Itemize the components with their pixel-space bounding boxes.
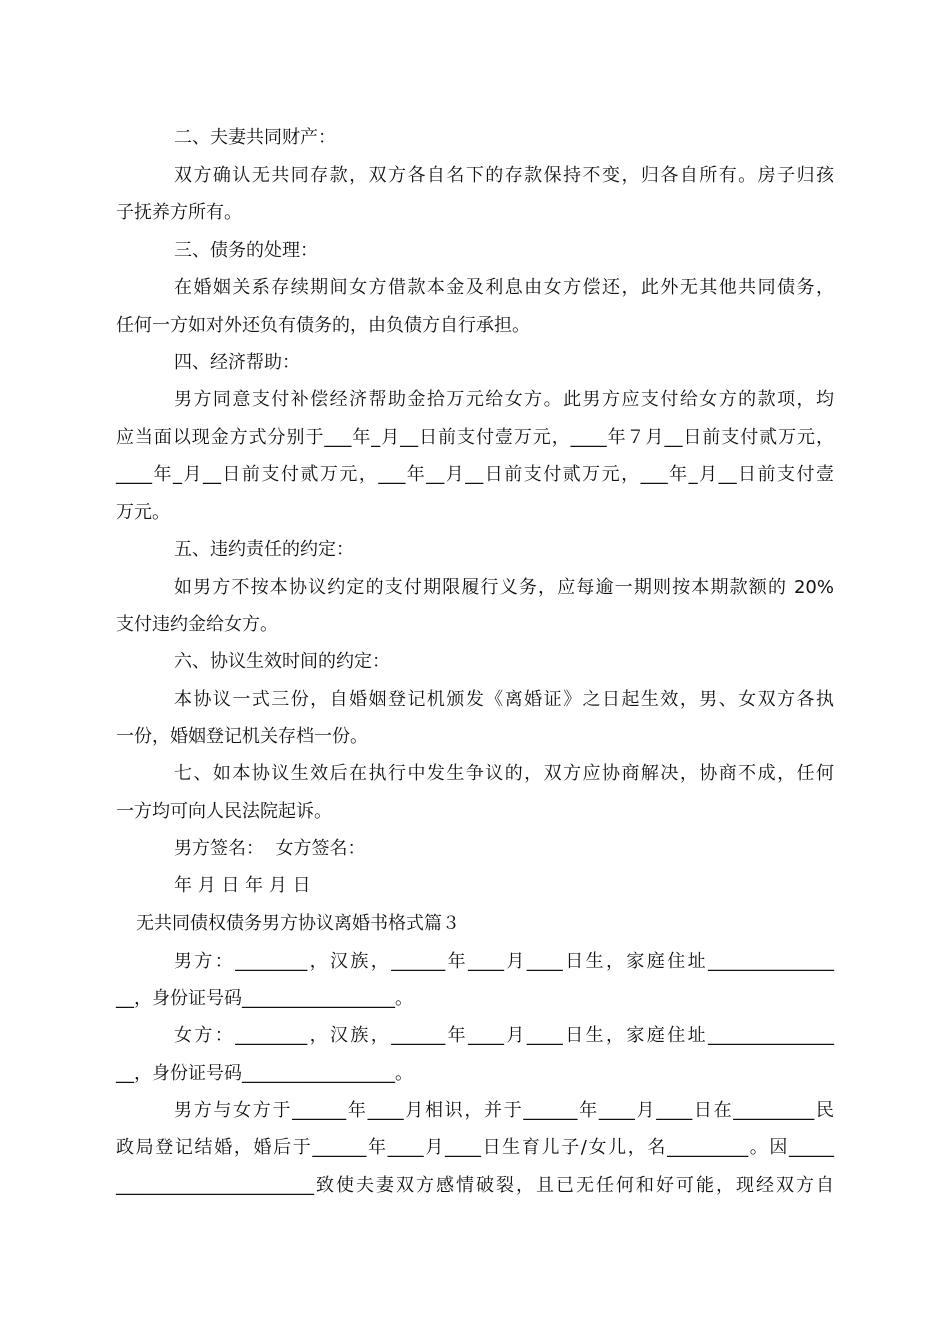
section-heading: 四、经济帮助： bbox=[174, 352, 300, 373]
paragraph-line: 女方：________，汉族，______年____月____日生，家庭住址______________ bbox=[174, 1025, 834, 1046]
paragraph-line: 七、如本协议生效后在执行中发生争议的，双方应协商解决，协商不成，任何 bbox=[174, 763, 834, 784]
paragraph-line: 男方：________，汉族，______年____月____日生，家庭住址______________ bbox=[174, 951, 834, 972]
paragraph-line: 本协议一式三份，自婚姻登记机颁发《离婚证》之日起生效，男、女双方各执 bbox=[174, 689, 834, 710]
section-heading: 二、夫妻共同财产： bbox=[174, 127, 336, 148]
paragraph-line: 应当面以现金方式分别于___年_月__日前支付壹万元，____年７月__日前支付贰万元， bbox=[116, 427, 834, 448]
paragraph-line: 政局登记结婚，婚后于______年____月____日生育儿子/女儿，名_________。因_____ bbox=[116, 1137, 834, 1158]
section-heading: 六、协议生效时间的约定： bbox=[174, 651, 390, 672]
paragraph-line: 任何一方如对外还负有债务的，由负债方自行承担。 bbox=[116, 315, 530, 336]
paragraph-line: ______________________致使夫妻双方感情破裂，且已无任何和好可能，现经双方自 bbox=[116, 1175, 834, 1196]
paragraph-line: 万元。 bbox=[116, 502, 170, 523]
paragraph-line: 双方确认无共同存款，双方各自名下的存款保持不变，归各自所有。房子归孩 bbox=[174, 165, 834, 186]
paragraph-line: 子抚养方所有。 bbox=[116, 202, 242, 223]
paragraph-line: 支付违约金给女方。 bbox=[116, 614, 278, 635]
paragraph-line: __，身份证号码_________________。 bbox=[116, 1063, 413, 1084]
date-line: 年 月 日 年 月 日 bbox=[174, 875, 311, 896]
paragraph-line: 男方同意支付补偿经济帮助金拾万元给女方。此男方应支付给女方的款项，均 bbox=[174, 389, 834, 410]
paragraph-line: 如男方不按本协议约定的支付期限履行义务，应每逾一期则按本期款额的 20% bbox=[174, 577, 834, 598]
paragraph-line: 在婚姻关系存续期间女方借款本金及利息由女方偿还，此外无其他共同债务， bbox=[174, 277, 834, 298]
section-heading: 五、违约责任的约定： bbox=[174, 539, 354, 560]
document-subtitle: 无共同债权债务男方协议离婚书格式篇３ bbox=[136, 913, 460, 934]
paragraph-line: ____年_月__日前支付贰万元，___年__月__日前支付贰万元，___年_月__日前支付壹 bbox=[116, 464, 834, 485]
signature-line: 男方签名： 女方签名： bbox=[174, 838, 366, 859]
section-heading: 三、债务的处理： bbox=[174, 240, 318, 261]
paragraph-line: 男方与女方于______年____月相识，并于______年____月____日在_________民 bbox=[174, 1100, 834, 1121]
paragraph-line: __，身份证号码_________________。 bbox=[116, 988, 413, 1009]
paragraph-line: 一方均可向人民法院起诉。 bbox=[116, 801, 332, 822]
paragraph-line: 一份，婚姻登记机关存档一份。 bbox=[116, 726, 368, 747]
